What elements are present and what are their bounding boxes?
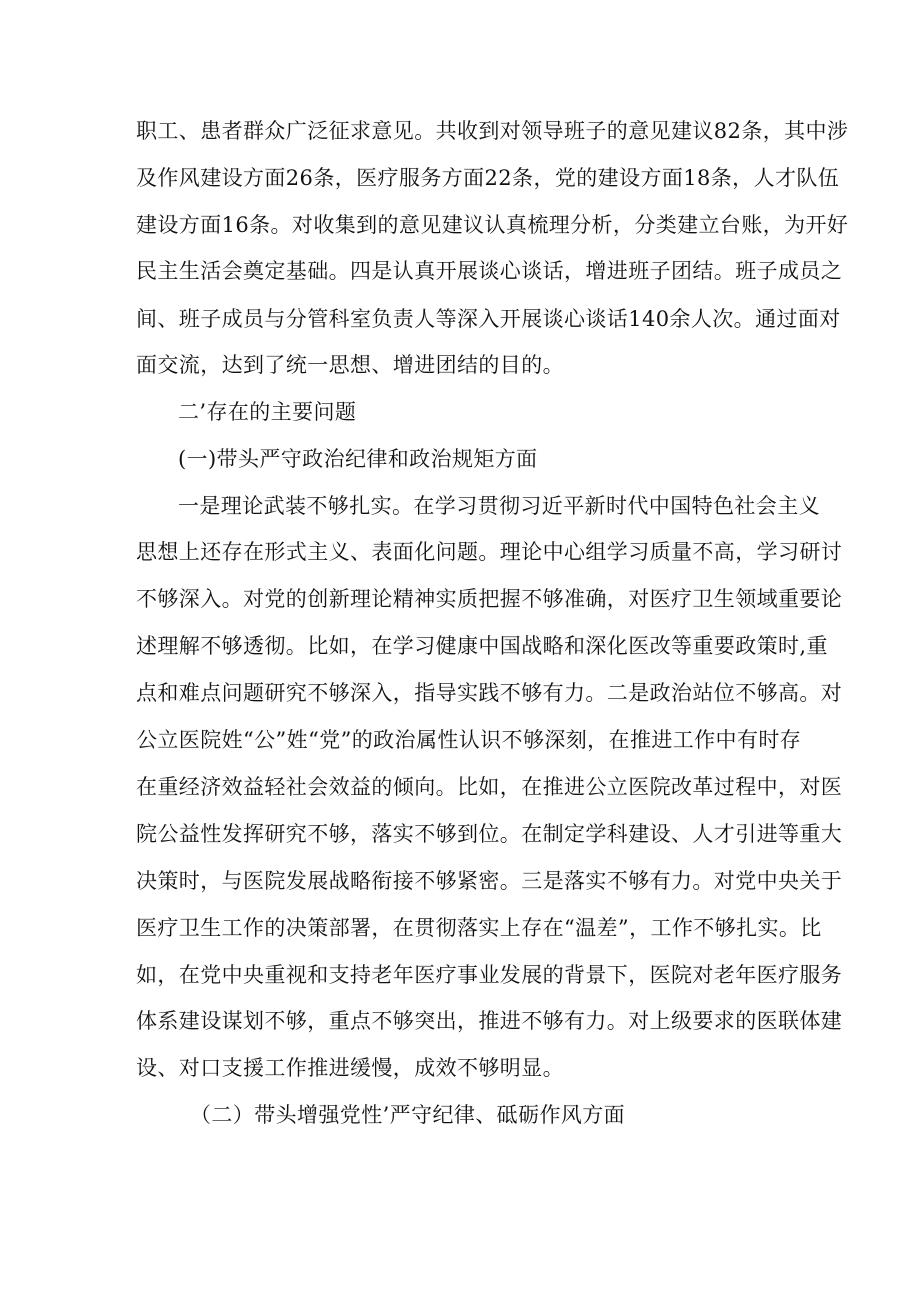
- section-heading: 二’存在的主要问题: [178, 400, 357, 424]
- paragraph-line: 一是理论武装不够扎实。在学习贯彻习近平新时代中国特色社会主义: [178, 494, 820, 518]
- subsection-heading: （二）带头增强党性’严守纪律、砥砺作风方面: [190, 1103, 626, 1127]
- paragraph-line: 不够深入。对党的创新理论精神实质把握不够准确，对医疗卫生领域重要论: [136, 587, 843, 611]
- paragraph-line: 决策时，与医院发展战略衔接不够紧密。三是落实不够有力。对党中央关于: [136, 869, 843, 893]
- paragraph-line: 述理解不够透彻。比如，在学习健康中国战略和深化医改等重要政策时,重: [136, 634, 828, 658]
- subsection-heading: (一)带头严守政治纪律和政治规矩方面: [178, 447, 538, 471]
- paragraph-line: 院公益性发挥研究不够，落实不够到位。在制定学科建设、人才引进等重大: [136, 822, 843, 846]
- paragraph-line: 思想上还存在形式主义、表面化问题。理论中心组学习质量不高，学习研讨: [136, 540, 843, 564]
- paragraph-line: 公立医院姓“公”姓“党”的政治属性认识不够深刻，在推进工作中有时存: [136, 728, 802, 752]
- paragraph-line: 点和难点问题研究不够深入，指导实践不够有力。二是政治站位不够高。对: [136, 681, 843, 705]
- paragraph-line: 民主生活会奠定基础。四是认真开展谈心谈话，增进班子团结。班子成员之: [136, 259, 843, 283]
- paragraph-line: 间、班子成员与分管科室负责人等深入开展谈心谈话140余人次。通过面对: [136, 307, 841, 331]
- paragraph-line: 面交流，达到了统一思想、增进团结的目的。: [136, 353, 564, 377]
- paragraph-line: 设、对口支援工作推进缓慢，成效不够明显。: [136, 1056, 564, 1080]
- paragraph-line: 建设方面16条。对收集到的意见建议认真梳理分析，分类建立台账，为开好: [136, 213, 849, 237]
- paragraph-line: 及作风建设方面26条，医疗服务方面22条，党的建设方面18条，人才队伍: [136, 166, 840, 190]
- paragraph-line: 医疗卫生工作的决策部署，在贯彻落实上存在“温差”，工作不够扎实。比: [136, 916, 822, 940]
- paragraph-line: 在重经济效益轻社会效益的倾向。比如，在推进公立医院改革过程中，对医: [136, 775, 843, 799]
- paragraph-line: 体系建设谋划不够，重点不够突出，推进不够有力。对上级要求的医联体建: [136, 1009, 843, 1033]
- paragraph-line: 职工、患者群众广泛征求意见。共收到对领导班子的意见建议82条，其中涉: [136, 119, 849, 143]
- paragraph-line: 如，在党中央重视和支持老年医疗事业发展的背景下，医院对老年医疗服务: [136, 963, 843, 987]
